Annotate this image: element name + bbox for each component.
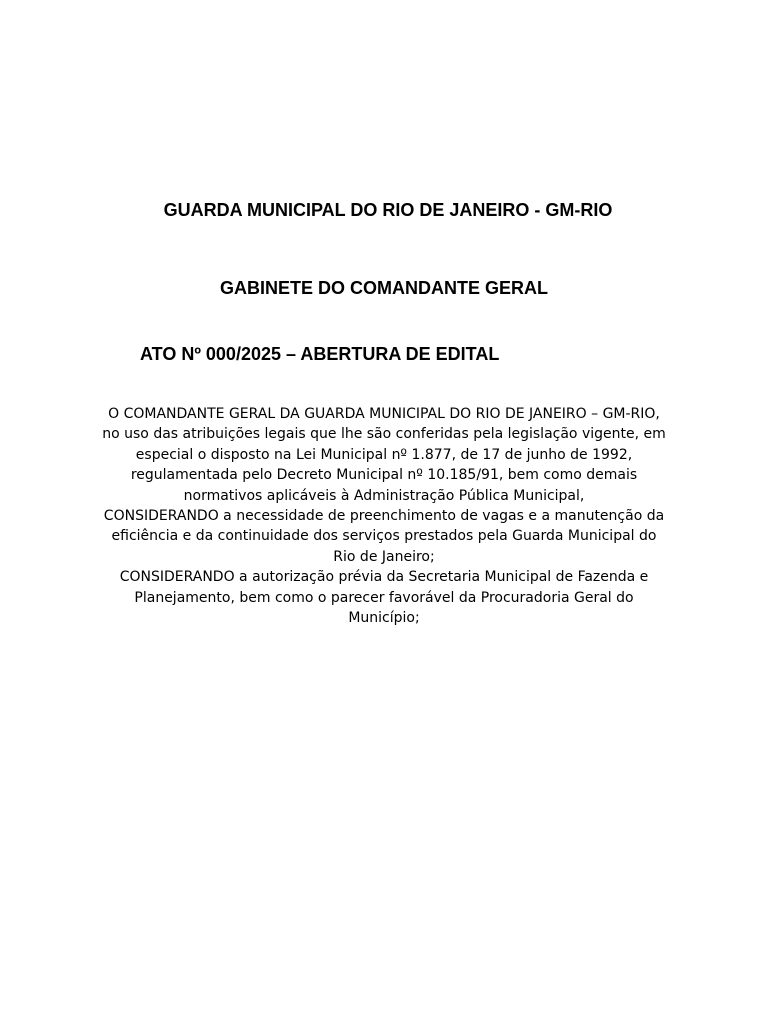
- body-line: CONSIDERANDO a autorização prévia da Secretaria Municipal de Fazenda e: [119, 569, 649, 586]
- body-line: Rio de Janeiro;: [333, 548, 435, 565]
- body-line: normativos aplicáveis à Administração Pública Municipal,: [183, 487, 585, 504]
- cabinet-heading: GABINETE DO COMANDANTE GERAL: [220, 278, 548, 298]
- body-line: Município;: [348, 610, 420, 627]
- body-line: no uso das atribuições legais que lhe são conferidas pela legislação vigente, em: [102, 426, 666, 443]
- body-line: regulamentada pelo Decreto Municipal nº 10.185/91, bem como demais: [130, 467, 638, 484]
- body-line: CONSIDERANDO a necessidade de preenchimento de vagas e a manutenção da: [103, 508, 665, 525]
- document-body: [40, 404, 728, 628]
- act-title: ATO Nº 000/2025 – ABERTURA DE EDITAL: [140, 344, 500, 364]
- organization-heading: GUARDA MUNICIPAL DO RIO DE JANEIRO - GM-RIO: [163, 200, 613, 220]
- body-line: eficiência e da continuidade dos serviços prestados pela Guarda Municipal do: [111, 528, 657, 545]
- body-line: O COMANDANTE GERAL DA GUARDA MUNICIPAL DO RIO DE JANEIRO – GM-RIO,: [108, 406, 660, 422]
- body-line: Planejamento, bem como o parecer favorável da Procuradoria Geral do: [134, 589, 634, 606]
- body-line: especial o disposto na Lei Municipal nº 1.877, de 17 de junho de 1992,: [135, 446, 633, 463]
